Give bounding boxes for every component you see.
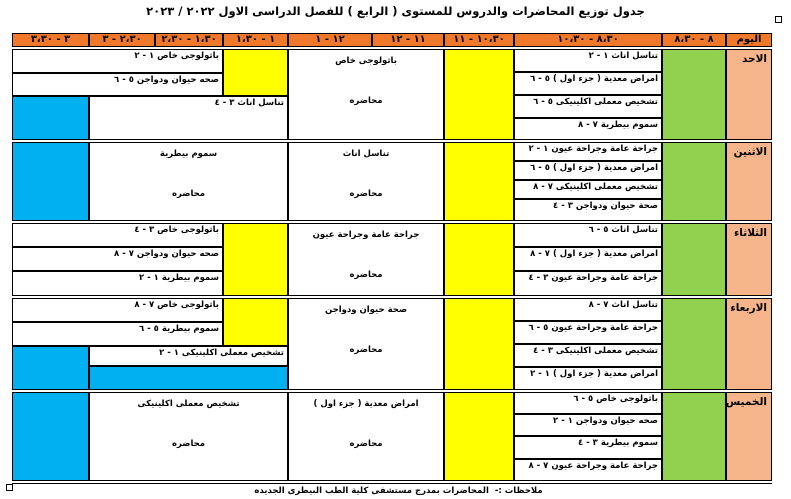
free-slot	[444, 223, 514, 296]
header-slot-6: ١ - ١،٣٠	[223, 33, 288, 47]
morning-item: امراض معدية ( جزء اول ) ٥ - ٦	[514, 72, 662, 95]
lecture-note: محاضره	[349, 345, 383, 355]
free-slot	[223, 49, 288, 96]
lecture-title: جراحة عامة وجراحة عيون	[312, 230, 420, 240]
lecture-title: سموم بيطرية	[159, 149, 218, 159]
morning-item: تناسل اناث ١ - ٢	[514, 49, 662, 72]
lecture-cell-thu	[288, 392, 444, 481]
morning-item: صحة حيوان ودواجن ٣ - ٤	[514, 199, 662, 221]
afternoon-item: باثولوجى خاص ١ - ٢	[12, 49, 223, 73]
notes-line	[0, 486, 791, 496]
header-slot-1: ٨ - ٨،٣٠	[662, 33, 726, 47]
morning-item: جراحة عامة وجراحة عيون ٥ - ٦	[514, 321, 662, 344]
afternoon-item: سموم بيطرية ٥ - ٦	[12, 322, 223, 346]
lecture-title: امراض معدية ( جزء اول )	[313, 399, 419, 409]
break-cell	[662, 49, 726, 140]
break-cell	[662, 223, 726, 296]
morning-item: امراض معدية ( جزء اول ) ١ - ٢	[514, 367, 662, 390]
header-day: اليوم	[726, 33, 772, 47]
lecture-cell-wed	[288, 298, 444, 390]
afternoon-wide-item: تناسل اناث ٣ - ٤	[89, 96, 288, 140]
morning-item: سموم بيطرية ٧ - ٨	[514, 118, 662, 140]
notes-text: المحاضرات بمدرج مستشفى كلية الطب البيطرى الجديده	[254, 486, 489, 496]
lecture-cell-sun	[288, 49, 444, 140]
day-label-wed: الاربعاء	[726, 298, 772, 390]
lecture-note: محاضره	[349, 189, 383, 199]
lecture-title: تشخيص معملى اكلينيكى	[137, 399, 240, 409]
lecture-note: محاضره	[171, 439, 206, 449]
morning-item: تشخيص معملى اكلينيكى ٥ - ٦	[514, 95, 662, 118]
afternoon-item: سموم بيطرية ١ - ٢	[12, 271, 223, 296]
break-cell	[662, 298, 726, 390]
notes-label: ملاحظات :-	[494, 486, 543, 496]
header-slot-8: ٢،٣٠ - ٣	[89, 33, 155, 47]
morning-item: تشخيص معملى اكلينيكى ٧ - ٨	[514, 180, 662, 199]
lecture-note: محاضره	[349, 96, 383, 106]
lecture-note: محاضره	[349, 439, 383, 449]
afternoon-item: باثولوجى خاص ٧ - ٨	[12, 298, 223, 322]
empty-slot	[12, 96, 89, 140]
free-slot	[444, 49, 514, 140]
lecture-title: باثولوجى خاص	[335, 56, 397, 66]
lecture-title: صحة حيوان ودواجن	[324, 305, 408, 315]
lecture-note: محاضره	[171, 189, 206, 199]
afternoon-lecture-thu	[89, 392, 288, 481]
header-slot-4: ١١ - ١٢	[372, 33, 444, 47]
lecture-cell-mon	[288, 142, 444, 221]
empty-slot	[12, 346, 89, 390]
free-slot	[223, 298, 288, 346]
morning-item: امراض معدية ( جزء اول ) ٧ - ٨	[514, 247, 662, 271]
morning-item: جراحة عامة وجراحة عيون ٣ - ٤	[514, 271, 662, 296]
free-slot	[223, 223, 288, 296]
lecture-note: محاضره	[349, 270, 383, 280]
day-label-sun: الاحد	[726, 49, 772, 140]
afternoon-lecture-mon	[89, 142, 288, 221]
header-slot-7: ١،٣٠ - ٢،٣٠	[155, 33, 223, 47]
day-label-tue: الثلاثاء	[726, 223, 772, 296]
table-resize-handle[interactable]	[775, 16, 782, 23]
empty-slot	[12, 142, 89, 221]
break-cell	[662, 142, 726, 221]
morning-item: جراحة عامة وجراحة عيون ١ - ٢	[514, 142, 662, 161]
day-label-mon: الاثنين	[726, 142, 772, 221]
table-bottom-rule	[12, 483, 772, 484]
day-label-thu: الخميس	[726, 392, 772, 481]
morning-item: سموم بيطرية ٣ - ٤	[514, 436, 662, 459]
empty-slot	[12, 392, 89, 481]
header-slot-5: ١٢ - ١	[288, 33, 372, 47]
header-slot-9: ٣ - ٣،٣٠	[12, 33, 89, 47]
afternoon-item: باثولوجى خاص ٣ - ٤	[12, 223, 223, 247]
morning-item: صحه حيوان ودواجن ١ - ٢	[514, 414, 662, 436]
header-slot-2: ٨،٣٠ - ١٠،٣٠	[514, 33, 662, 47]
header-slot-3: ١٠،٣٠ - ١١	[444, 33, 514, 47]
morning-item: تناسل اناث ٥ - ٦	[514, 223, 662, 247]
lecture-cell-tue	[288, 223, 444, 296]
morning-item: باثولوجى خاص ٥ - ٦	[514, 392, 662, 414]
afternoon-wide-item: تشخيص معملى اكلينيكى ١ - ٢	[89, 346, 288, 366]
afternoon-item: صحه حيوان ودواجن ٧ - ٨	[12, 247, 223, 271]
lecture-title: تناسل اناث	[342, 149, 390, 159]
morning-item: تشخيص معملى اكلينيكى ٣ - ٤	[514, 344, 662, 367]
page-title: جدول توزيع المحاضرات والدروس للمستوى ( الرابع ) للفصل الدراسى الاول ٢٠٢٢ / ٢٠٢٣	[146, 4, 645, 18]
morning-item: تناسل اناث ٧ - ٨	[514, 298, 662, 321]
free-slot	[444, 392, 514, 481]
afternoon-item: صحه حيوان ودواجن ٥ - ٦	[12, 73, 223, 96]
empty-slot	[89, 366, 288, 390]
free-slot	[444, 298, 514, 390]
break-cell	[662, 392, 726, 481]
morning-item: جراحة عامة وجراحة عيون ٧ - ٨	[514, 459, 662, 481]
morning-item: امراض معدية ( جزء اول ) ٥ - ٦	[514, 161, 662, 180]
free-slot	[444, 142, 514, 221]
